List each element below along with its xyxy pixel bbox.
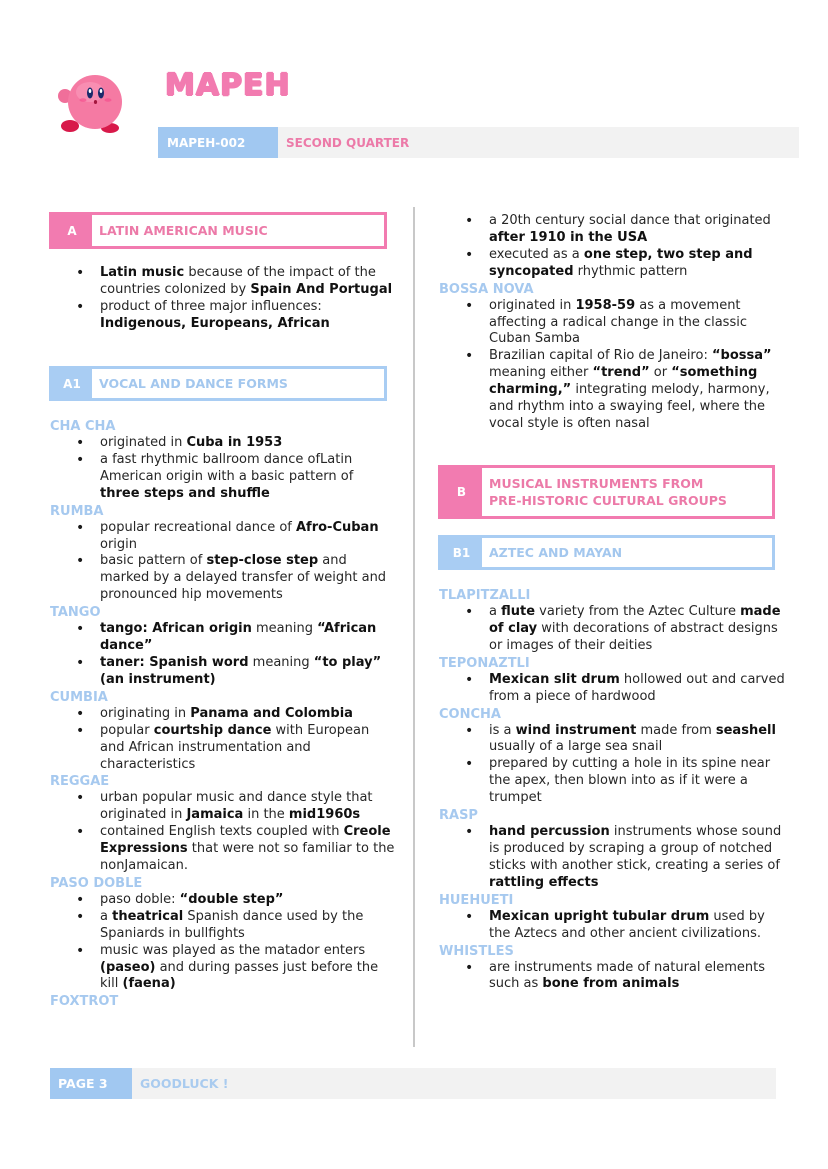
topic-heading: WHISTLES	[439, 943, 514, 959]
topic-heading: PASO DOBLE	[50, 875, 143, 891]
section-a-heading	[49, 212, 387, 249]
topic-heading: CUMBIA	[50, 689, 108, 705]
footer-message: GOODLUCK !	[140, 1076, 229, 1091]
bullet-item: • taner: Spanish word meaning “to play” (an instrument)	[50, 655, 395, 689]
bullet-item: • prepared by cutting a hole in its spine near the apex, then blown into as if it were a trumpet	[439, 756, 789, 807]
bullet-item: • popular recreational dance of Afro-Cuban origin	[50, 520, 395, 554]
bullet-item: • basic pattern of step-close step and marked by a delayed transfer of weight and pronounced hip movements	[50, 553, 395, 604]
topic-heading: TEPONAZTLI	[439, 655, 530, 671]
bullet-item: • hand percussion instruments whose sound is produced by scraping a group of notched sticks with another stick, creating a series of rattling effects	[439, 824, 789, 892]
section-title-line1: MUSICAL INSTRUMENTS FROM	[489, 476, 704, 491]
topic-heading: FOXTROT	[50, 994, 119, 1010]
bullet-item: • urban popular music and dance style that originated in Jamaica in the mid1960s	[50, 790, 395, 824]
section-tag: B	[441, 468, 482, 516]
bullet-item: • Latin music because of the impact of the countries colonized by Spain And Portugal	[50, 265, 395, 299]
bullet-item: • originating in Panama and Colombia	[50, 706, 395, 723]
topic-heading: HUEHUETI	[439, 892, 514, 908]
section-b1-heading	[438, 535, 775, 570]
column-divider	[413, 207, 415, 1047]
bullet-item: • contained English texts coupled with Creole Expressions that were not so familiar to the nonJamaican.	[50, 824, 395, 875]
topic-heading: RUMBA	[50, 503, 104, 519]
right-column-content	[439, 213, 789, 433]
bullet-item: • originated in Cuba in 1953	[50, 435, 395, 452]
bullet-item: • Mexican upright tubular drum used by the Aztecs and other ancient civilizations.	[439, 909, 789, 943]
section-a1-heading	[49, 366, 387, 401]
section-tag: B1	[441, 538, 482, 567]
bullet-item: • originated in 1958-59 as a movement affecting a radical change in the classic Cuban Samba	[439, 298, 789, 349]
bullet-item: • is a wind instrument made from seashell usually of a large sea snail	[439, 723, 789, 757]
section-title: AZTEC AND MAYAN	[489, 545, 623, 560]
bullet-item: • Mexican slit drum hollowed out and carved from a piece of hardwood	[439, 672, 789, 706]
subject-title: MAPEH	[165, 68, 291, 103]
topic-heading: REGGAE	[50, 774, 110, 790]
section-title: VOCAL AND DANCE FORMS	[99, 376, 288, 391]
section-a-content	[50, 265, 395, 333]
section-title-line2: PRE-HISTORIC CULTURAL GROUPS	[489, 493, 727, 508]
section-title: LATIN AMERICAN MUSIC	[99, 223, 268, 238]
section-b-heading	[438, 465, 775, 519]
topic-heading: CHA CHA	[50, 419, 116, 434]
bullet-item: • a theatrical Spanish dance used by the Spaniards in bullfights	[50, 909, 395, 943]
header-bar	[158, 127, 799, 158]
module-code: MAPEH-002	[158, 127, 278, 158]
section-title	[482, 468, 727, 516]
bullet-item: • Brazilian capital of Rio de Janeiro: “bossa” meaning either “trend” or “something charming,” integrating melody, harmony, and rhythm into a swaying feel, where the vocal style is often nasal	[439, 348, 789, 433]
topic-heading: CONCHA	[439, 706, 501, 722]
topic-heading: BOSSA NOVA	[439, 281, 534, 297]
kirby-mascot-icon	[58, 72, 130, 136]
bullet-item: • a 20th century social dance that originated after 1910 in the USA	[439, 213, 789, 247]
dance-forms-list	[50, 418, 395, 1010]
bullet-item: • music was played as the matador enters (paseo) and during passes just before the kill (faena)	[50, 943, 395, 994]
bullet-item: • product of three major influences: Indigenous, Europeans, African	[50, 299, 395, 333]
topic-heading: TLAPITZALLI	[439, 588, 531, 603]
bullet-item: • paso doble: “double step”	[50, 892, 395, 909]
bullet-item: • are instruments made of natural elements such as bone from animals	[439, 960, 789, 994]
section-tag: A1	[52, 369, 92, 398]
bullet-item: • executed as a one step, two step and syncopated rhythmic pattern	[439, 247, 789, 281]
instruments-list	[439, 587, 789, 993]
bullet-item: • a fast rhythmic ballroom dance ofLatin American origin with a basic pattern of three steps and shuffle	[50, 452, 395, 503]
topic-heading: TANGO	[50, 605, 101, 621]
footer-bar	[50, 1068, 776, 1099]
bullet-item: • a flute variety from the Aztec Culture made of clay with decorations of abstract designs or images of their deities	[439, 604, 789, 655]
bullet-item: • tango: African origin meaning “African dance”	[50, 621, 395, 655]
section-tag: A	[52, 215, 92, 246]
topic-heading: RASP	[439, 808, 478, 824]
quarter-label: SECOND QUARTER	[286, 135, 410, 150]
page-number: PAGE 3	[50, 1068, 132, 1099]
bullet-item: • popular courtship dance with European and African instrumentation and characteristics	[50, 723, 395, 774]
